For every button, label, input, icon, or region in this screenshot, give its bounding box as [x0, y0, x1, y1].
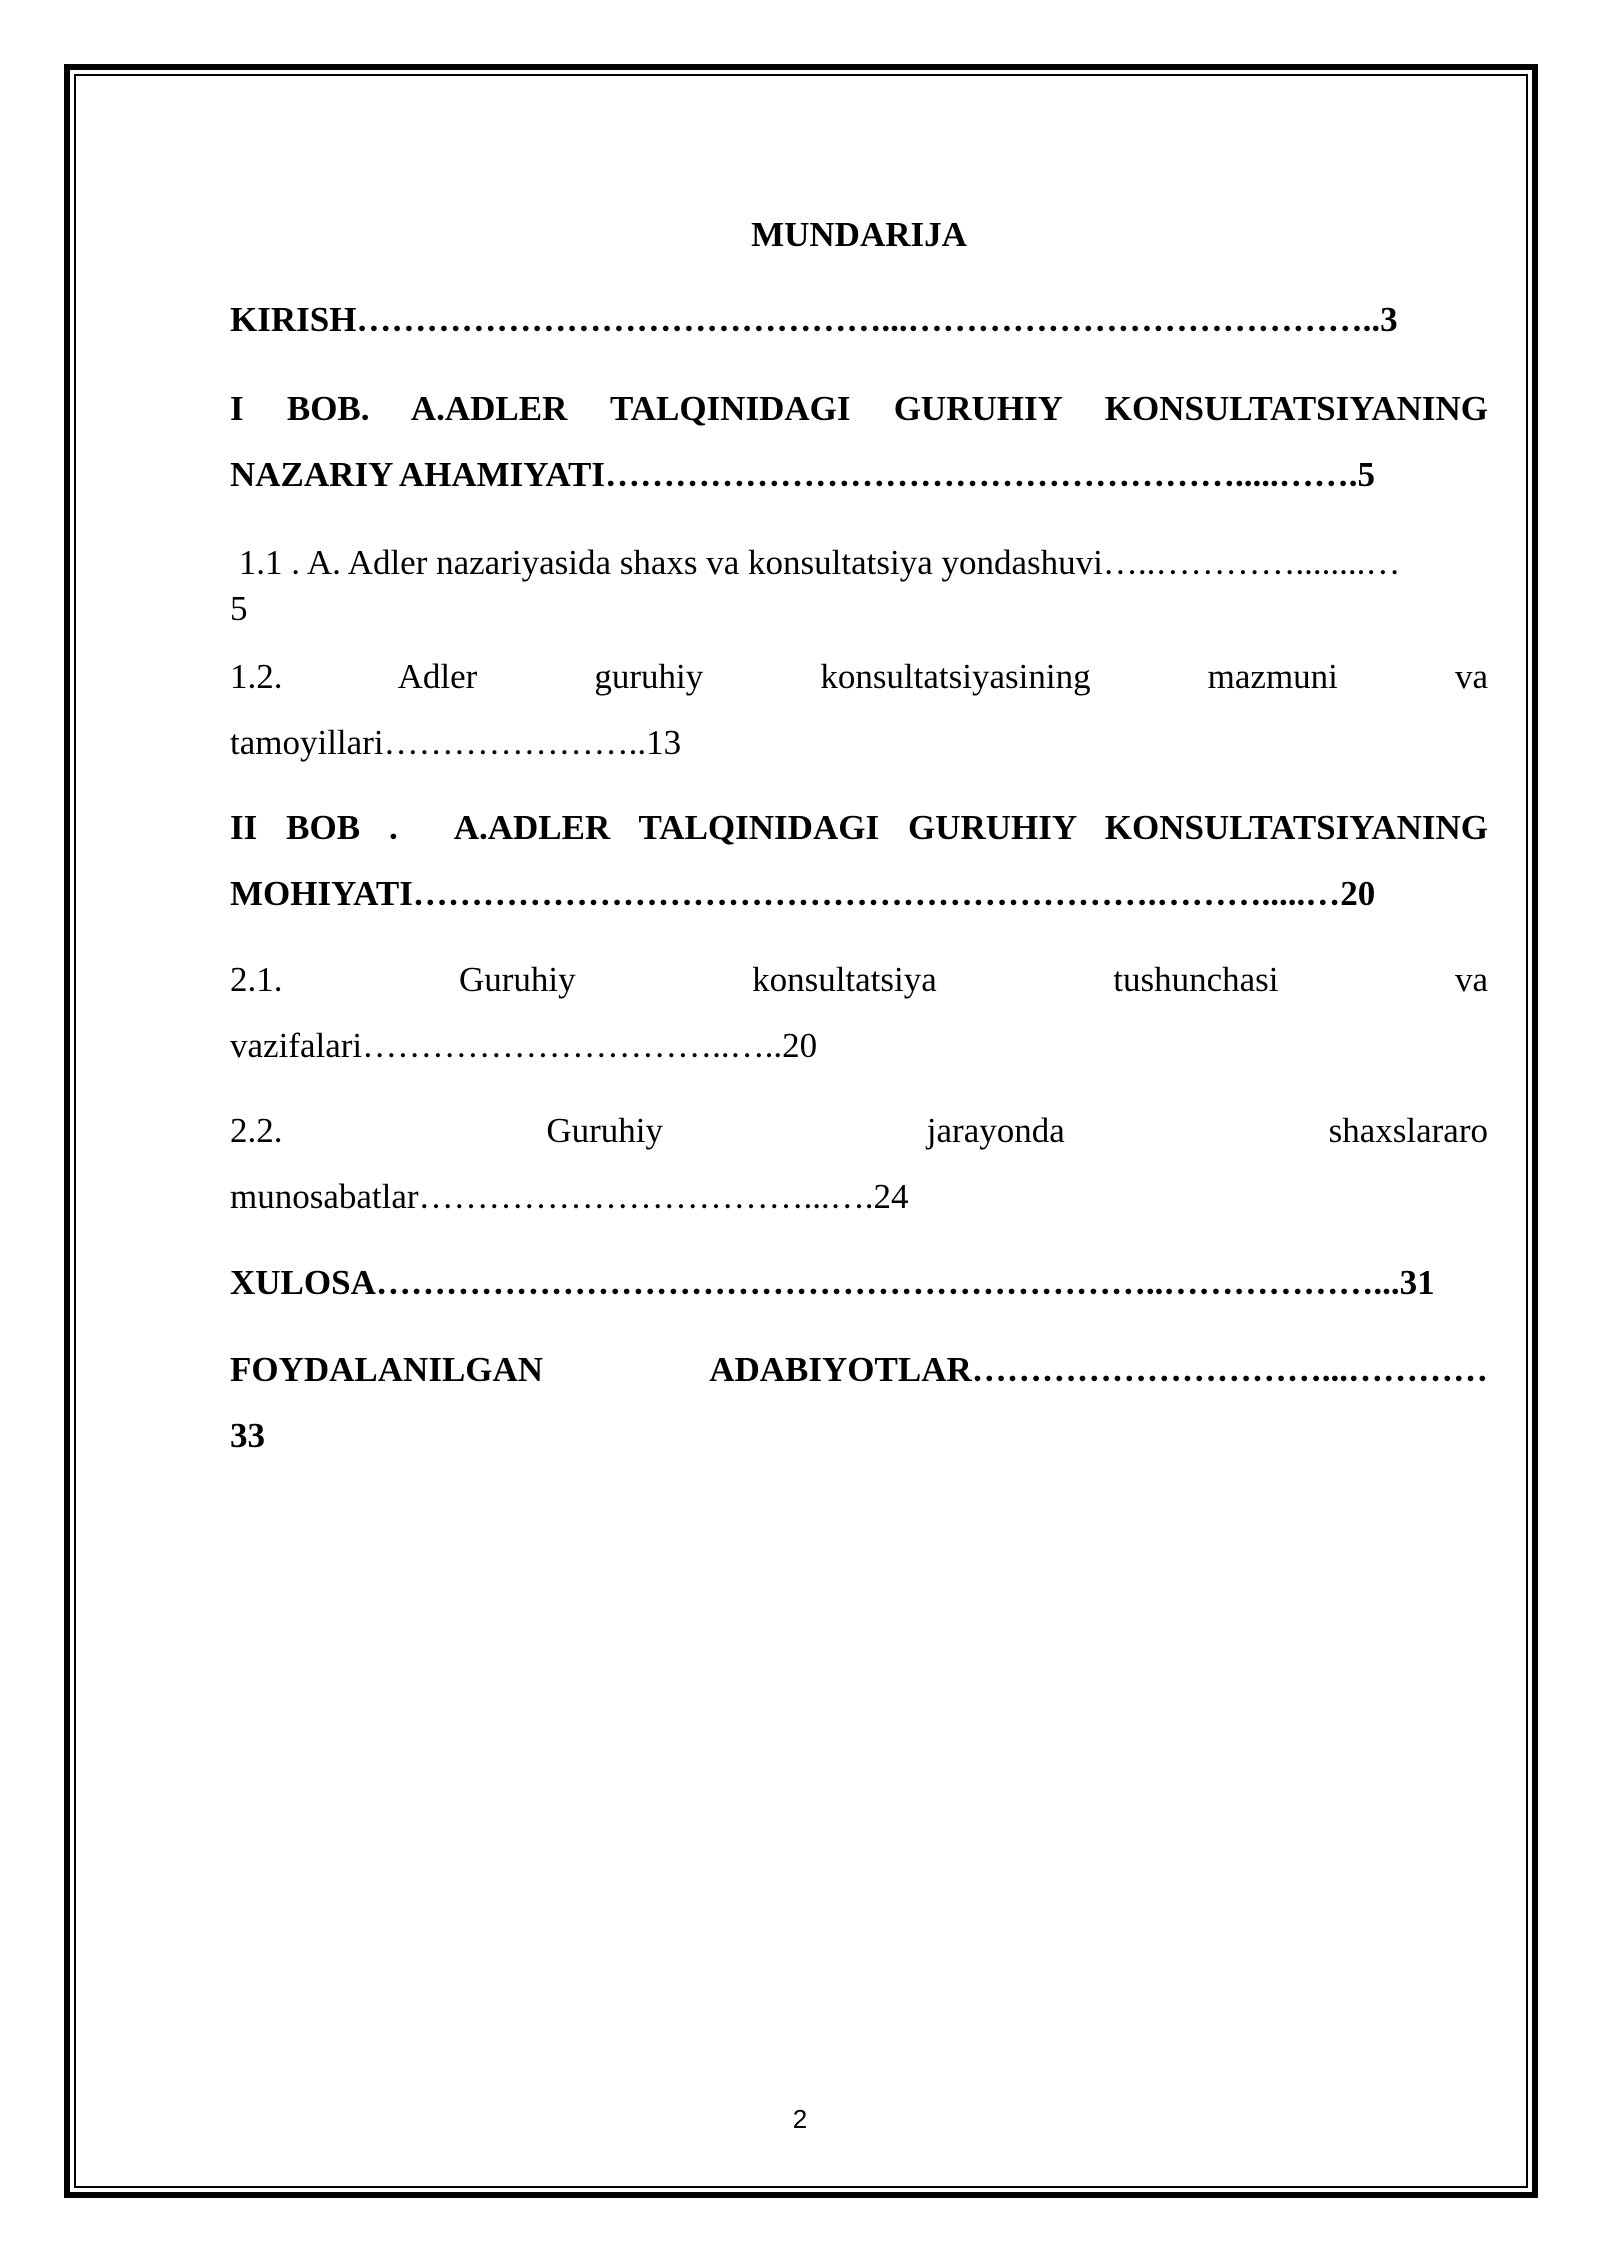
toc-entry-section-1-2	[230, 644, 1488, 776]
toc-line: II BOB . A.ADLER TALQINIDAGI GURUHIY KONSULTATSIYANING	[230, 808, 1488, 847]
toc-line: 2.1. Guruhiy konsultatsiya tushunchasi va	[230, 960, 1488, 999]
toc-line: 1.1 . A. Adler nazariyasida shaxs va konsultatsiya yondashuvi…..…………........…	[230, 543, 1401, 582]
toc-line: MOHIYATI……………………………………………………….……….....…20	[230, 874, 1376, 913]
toc-entry-chapter-1	[230, 376, 1488, 508]
toc-entry-references	[230, 1337, 1488, 1469]
page-number: 2	[792, 2104, 808, 2134]
toc-line: NAZARIY AHAMIYATI……………………………………………….....…….5	[230, 455, 1376, 494]
toc-entry-chapter-2	[230, 795, 1488, 927]
toc-entry-section-2-2	[230, 1098, 1488, 1230]
toc-entry-section-1-1	[230, 540, 1488, 632]
toc-entry-xulosa	[230, 1250, 1488, 1316]
toc-line: 33	[230, 1416, 265, 1455]
toc-line: XULOSA…………………………………………………………..………………...31	[230, 1263, 1435, 1302]
toc-line: tamoyillari…………………..13	[230, 723, 682, 762]
toc-line: KIRISH………………………………………...…………………………………..3	[230, 300, 1398, 339]
toc-line: 2.2. Guruhiy jarayonda shaxslararo	[230, 1111, 1488, 1150]
page-title: MUNDARIJA	[751, 215, 967, 254]
toc-line: vazifalari…………………………..…..20	[230, 1026, 818, 1065]
toc-entry-kirish	[230, 287, 1488, 353]
toc-line: 5	[230, 589, 248, 628]
toc-line: FOYDALANILGAN ADABIYOTLAR…………………………...…………	[230, 1350, 1488, 1389]
toc-line: munosabatlar……………………………...….24	[230, 1177, 909, 1216]
toc-line: 1.2. Adler guruhiy konsultatsiyasining mazmuni va	[230, 657, 1488, 696]
toc-entry-section-2-1	[230, 947, 1488, 1079]
toc-line: I BOB. A.ADLER TALQINIDAGI GURUHIY KONSULTATSIYANING	[230, 389, 1488, 428]
